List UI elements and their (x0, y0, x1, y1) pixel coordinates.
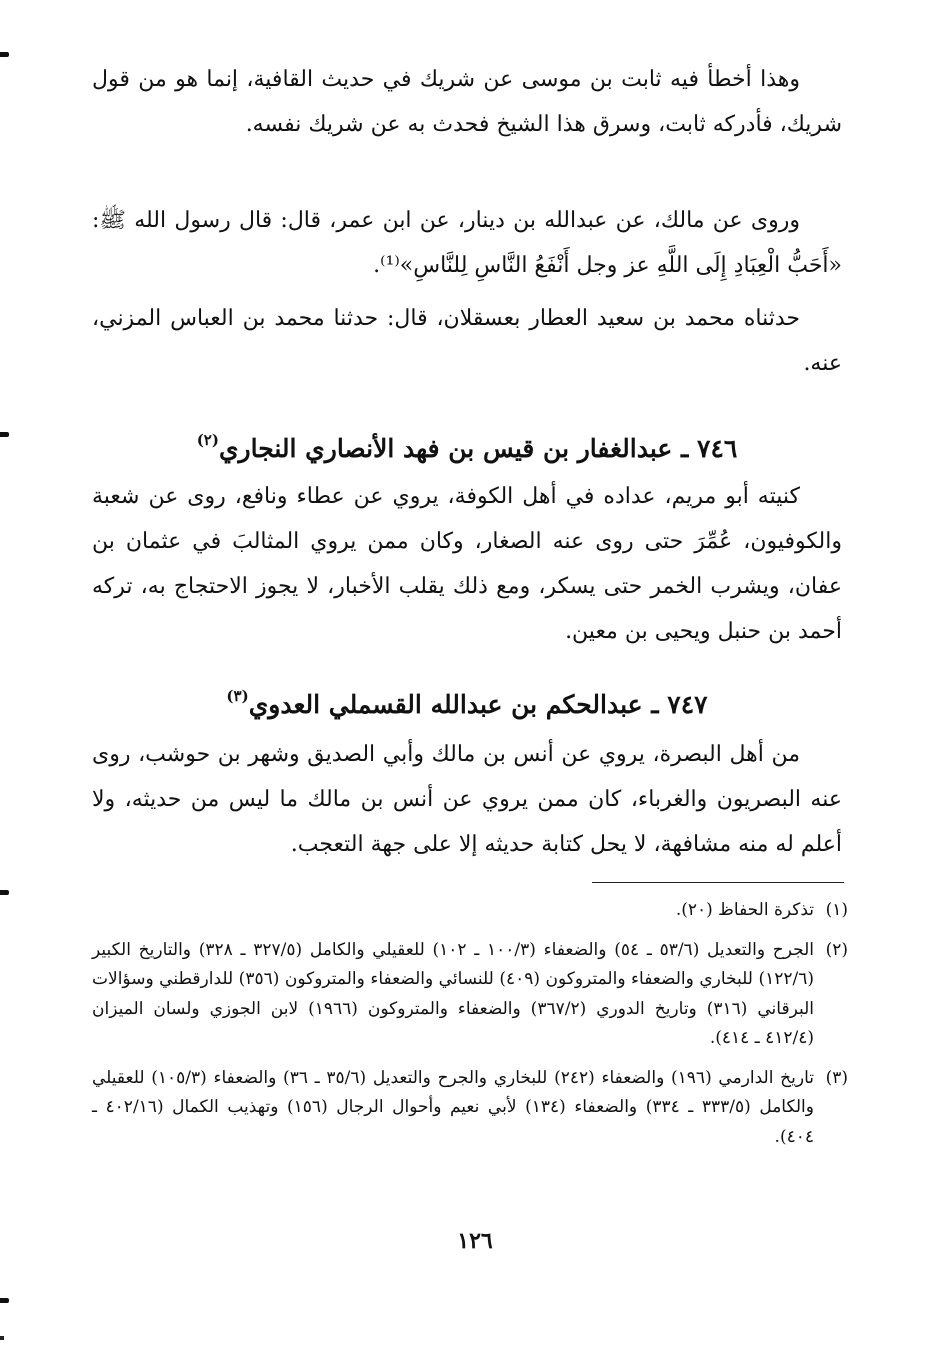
paragraph-text: وروى عن مالك، عن عبدالله بن دينار، عن ابن عمر، قال: قال رسول الله ﷺ: «أَحَبُّ الْعِبَادِ إِلَى اللَّهِ عز وجل أَنْفَعُ النَّاسِ لِلنَّاسِ»⁽¹⁾. (92, 208, 842, 278)
footnote-1 (92, 896, 848, 926)
footnotes (92, 896, 848, 1162)
entry-746-body-block (92, 474, 842, 654)
scan-edge-mark (0, 1298, 9, 1303)
footnote-separator (592, 882, 844, 883)
paragraph-text: وهذا أخطأ فيه ثابت بن موسى عن شريك في حديث القافية، إنما هو من قول شريك، فأدركه ثابت، وسرق هذا الشيخ فحدث به عن شريك نفسه. (92, 67, 842, 137)
scan-edge-dot (0, 1336, 4, 1340)
footnote-number: (١) (825, 900, 848, 920)
paragraph-text: حدثناه محمد بن سعيد العطار بعسقلان، قال: حدثنا محمد بن العباس المزني، عنه. (92, 306, 842, 376)
paragraph-hadith (92, 198, 842, 288)
scan-edge-mark (0, 432, 9, 437)
paragraph-sharik-error (92, 57, 842, 147)
entry-747-title: ٧٤٧ ـ عبدالحكم بن عبدالله القسملي العدوي (248, 690, 708, 719)
footnote-3 (92, 1064, 848, 1153)
scan-edge-mark (0, 890, 9, 895)
footnote-number: (٣) (825, 1067, 848, 1088)
paragraph-isnad (92, 296, 842, 386)
top-paragraph-block (92, 57, 842, 147)
footnote-ref-3: (٣) (226, 687, 249, 705)
paragraph-text: من أهل البصرة، يروي عن أنس بن مالك وأبي الصديق وشهر بن حوشب، روى عنه البصريون والغرباء، كان ممن يروي عن أنس بن مالك ما ليس من حديثه، ولا أعلم له منه مشافهة، لا يحل كتابة حديثه إلا على جهة التعجب. (92, 742, 842, 857)
footnote-2 (92, 936, 848, 1054)
entry-746-heading (92, 420, 842, 469)
footnote-number: (٢) (825, 939, 848, 960)
scan-edge-mark (0, 52, 9, 57)
entry-747-heading (92, 676, 842, 725)
page-number: ١٢٦ (457, 1228, 493, 1254)
isnad-paragraph-block (92, 296, 842, 386)
hadith-paragraph-block (92, 198, 842, 288)
entry-746-title: ٧٤٦ ـ عبدالغفار بن قيس بن فهد الأنصاري النجاري (218, 434, 738, 463)
entry-747-body-block (92, 732, 842, 867)
footnote-text: تاريخ الدارمي (١٩٦) والضعفاء (٢٤٢) للبخاري والجرح والتعديل (٣٥/٦ ـ ٣٦) والضعفاء (١٠٥/٣) للعقيلي والكامل (٣٣٣/٥ ـ ٣٣٤) والضعفاء (١٣٤) لأبي نعيم وأحوال الرجال (١٥٦) وتهذيب الكمال (٤٠٢/١٦ ـ ٤٠٤). (92, 1067, 814, 1147)
footnote-text: تذكرة الحفاظ (٢٠). (675, 900, 814, 920)
entry-746-body (92, 474, 842, 654)
paragraph-text: كنيته أبو مريم، عداده في أهل الكوفة، يروي عن عطاء ونافع، روى عن شعبة والكوفيون، عُمِّرَ حتى روى عنه الصغار، وكان ممن يروي المثالبَ في عثمان بن عفان، ويشرب الخمر حتى يسكر، ومع ذلك يقلب الأخبار، لا يجوز الاحتجاج به، تركه أحمد بن حنبل ويحيى بن معين. (92, 484, 842, 644)
entry-747-body (92, 732, 842, 867)
footnote-ref-2: (٢) (196, 431, 219, 449)
footnote-text: الجرح والتعديل (٥٣/٦ ـ ٥٤) والضعفاء (١٠٠/٣ ـ ١٠٢) للعقيلي والكامل (٣٢٧/٥ ـ ٣٢٨) والتاريخ الكبير (١٢٢/٦) للبخاري والضعفاء والمتروكون (٤٠٩) للنسائي والضعفاء والمتروكون (٣٥٦) للدارقطني وسؤالات البرقاني (٣١٦) وتاريخ الدوري (٣٦٧/٢) والضعفاء والمتروكون (١٩٦٦) لابن الجوزي ولسان الميزان (٤١٢/٤ ـ ٤١٤). (92, 939, 815, 1048)
